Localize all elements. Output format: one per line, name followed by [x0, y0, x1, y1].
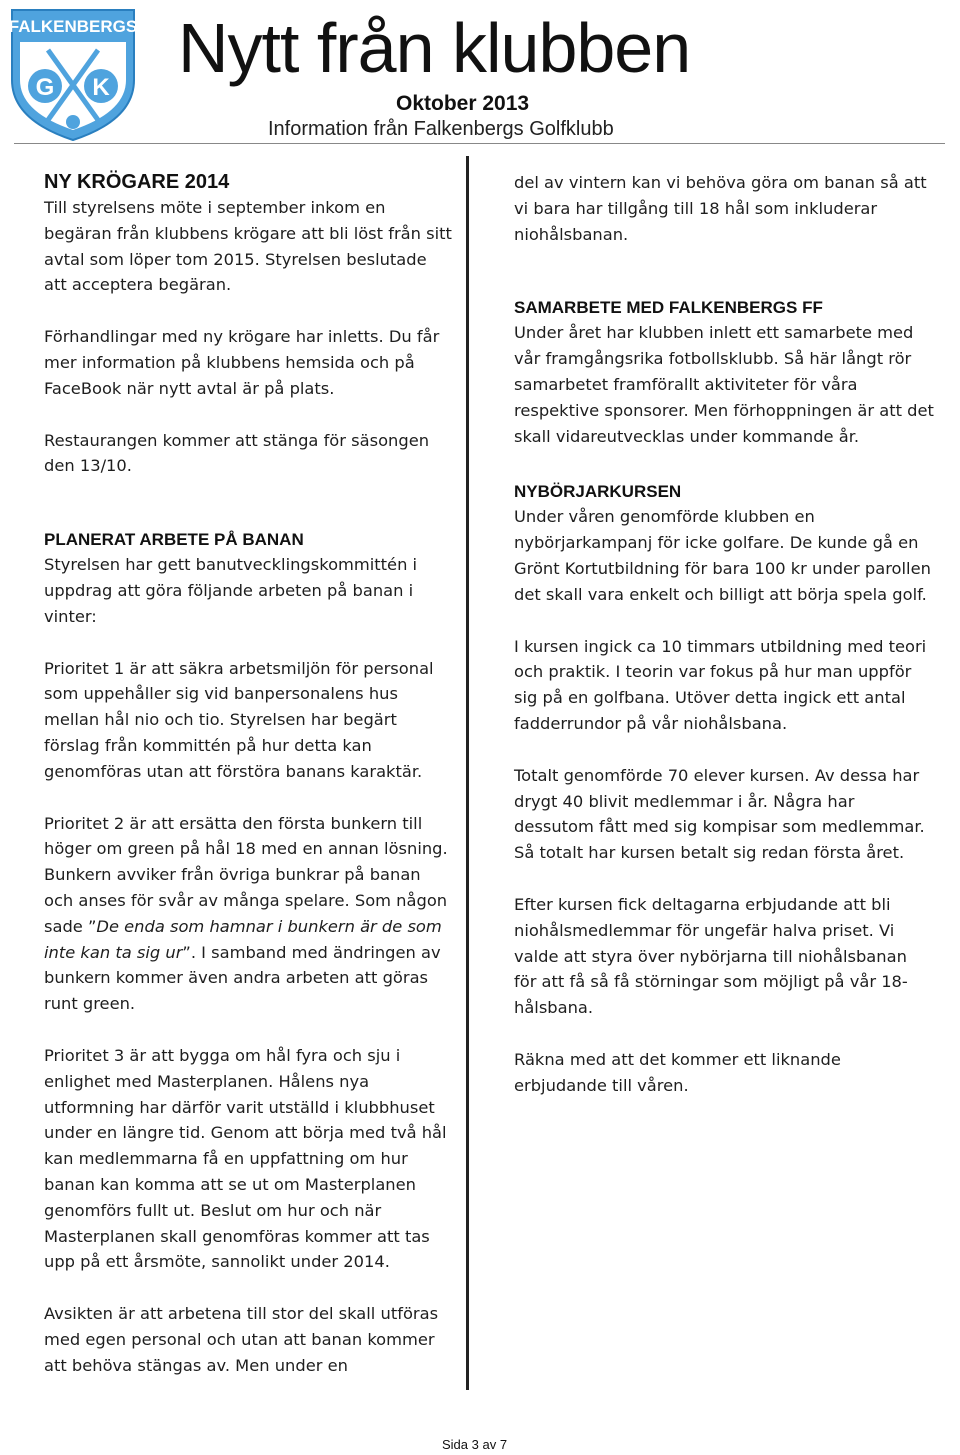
newsletter-title: Nytt från klubben: [178, 9, 691, 87]
paragraph: Styrelsen har gett banutvecklingskommittén i uppdrag att göra följande arbeten på banan i vinter:: [44, 555, 418, 626]
falkenbergs-golfklubb-logo: [2, 2, 144, 144]
paragraph: Avsikten är att arbetena till stor del skall utföras med egen personal och utan att banan kommer att behöva stängas av. Men under en: [44, 1304, 439, 1375]
heading-ny-krogare: NY KRÖGARE 2014: [44, 171, 230, 193]
text-run: Prioritet 2 är att ersätta den första bunkern till höger om green på hål 18 med en annan lösning. Bunkern avviker från övriga bunkrar på banan och anses för svår av många spelare. Som någon sade ”: [44, 813, 448, 936]
paragraph: Prioritet 1 är att säkra arbetsmiljön för personal som uppehåller sig vid banpersonalens hus mellan hål nio och tio. Styrelsen har begärt förslag från kommittén på hur detta kan genomföras utan att förstöra banans karaktär.: [44, 658, 434, 781]
logo-text: FALKENBERGS: [8, 17, 138, 36]
heading-planerat-arbete: PLANERAT ARBETE PÅ BANAN: [44, 530, 304, 550]
issue-date: Oktober 2013: [396, 92, 530, 115]
text-run: ”. I samband med ändringen av bunkern kommer även andra arbeten att göras runt green.: [44, 942, 441, 1014]
paragraph: Totalt genomförde 70 elever kursen. Av dessa har drygt 40 blivit medlemmar i år. Några har dessutom fått med sig kompisar som medlemmar. Så totalt har kursen betalt sig redan första året.: [514, 765, 925, 863]
right-column: [514, 170, 934, 1099]
newsletter-subtitle: Information från Falkenbergs Golfklubb: [268, 118, 614, 140]
paragraph: Efter kursen fick deltagarna erbjudande att bli niohålsmedlemmar för ungefär halva priset. Vi valde att styra över nybörjarna till niohålsbanan för att få så få störningar som möjligt på vår 18-hålsbana.: [514, 894, 908, 1018]
left-column: [44, 170, 454, 1378]
paragraph: Räkna med att det kommer ett liknande erbjudande till våren.: [514, 1049, 841, 1095]
paragraph: del av vintern kan vi behöva göra om banan så att vi bara har tillgång till 18 hål som inkluderar niohålsbanan.: [514, 173, 927, 244]
paragraph: I kursen ingick ca 10 timmars utbildning med teori och praktik. I teorin var fokus på hur man uppför sig på en golfbana. Utöver detta ingick ett antal fadderrundor på vår niohålsbana.: [514, 636, 927, 733]
logo-letter-g: G: [35, 74, 55, 101]
column-divider: [466, 156, 469, 1390]
paragraph: Förhandlingar med ny krögare har inletts. Du får mer information på klubbens hemsida och på FaceBook när nytt avtal är på plats.: [44, 327, 440, 398]
paragraph: Prioritet 3 är att bygga om hål fyra och sju i enlighet med Masterplanen. Hålens nya utformning har därför varit utställd i klubbhuset under en längre tid. Genom att börja med två hål kan medlemmarna få en uppfattning om hur banan kan komma att se ut om Masterplanen genomförs fullt ut. Beslut om hur och när Masterplanen skall genomföras kommer att tas upp på ett årsmöte, sannolikt under 2014.: [44, 1045, 447, 1272]
quote: De enda som hamnar i bunkern är de som inte kan ta sig ur: [44, 916, 442, 962]
paragraph: Under året har klubben inlett ett samarbete med vår framgångsrika fotbollsklubb. Så här långt rör samarbetet framförallt aktiviteter för våra respektive sponsorer. Men förhoppningen är att det skall vidareutvecklas under kommande år.: [514, 323, 934, 446]
logo-letter-k: K: [92, 74, 110, 101]
heading-samarbete: SAMARBETE MED FALKENBERGS FF: [514, 298, 823, 318]
paragraph: Till styrelsens möte i september inkom en begäran från klubbens krögare att bli löst från sitt avtal som löper tom 2015. Styrelsen beslutade att acceptera begäran.: [44, 198, 452, 295]
paragraph: Restaurangen kommer att stänga för säsongen den 13/10.: [44, 430, 430, 476]
paragraph-prioritet-2: [44, 811, 454, 1017]
paragraph: Under våren genomförde klubben en nybörjarkampanj för icke golfare. De kunde gå en Grönt Kortutbildning för bara 100 kr under parollen det skall vara enkelt och billigt att börja spela golf.: [514, 507, 931, 604]
page-number: Sida 3 av 7: [442, 1437, 508, 1452]
header-divider: [14, 143, 945, 144]
heading-nyborjarkursen: NYBÖRJARKURSEN: [514, 482, 682, 502]
